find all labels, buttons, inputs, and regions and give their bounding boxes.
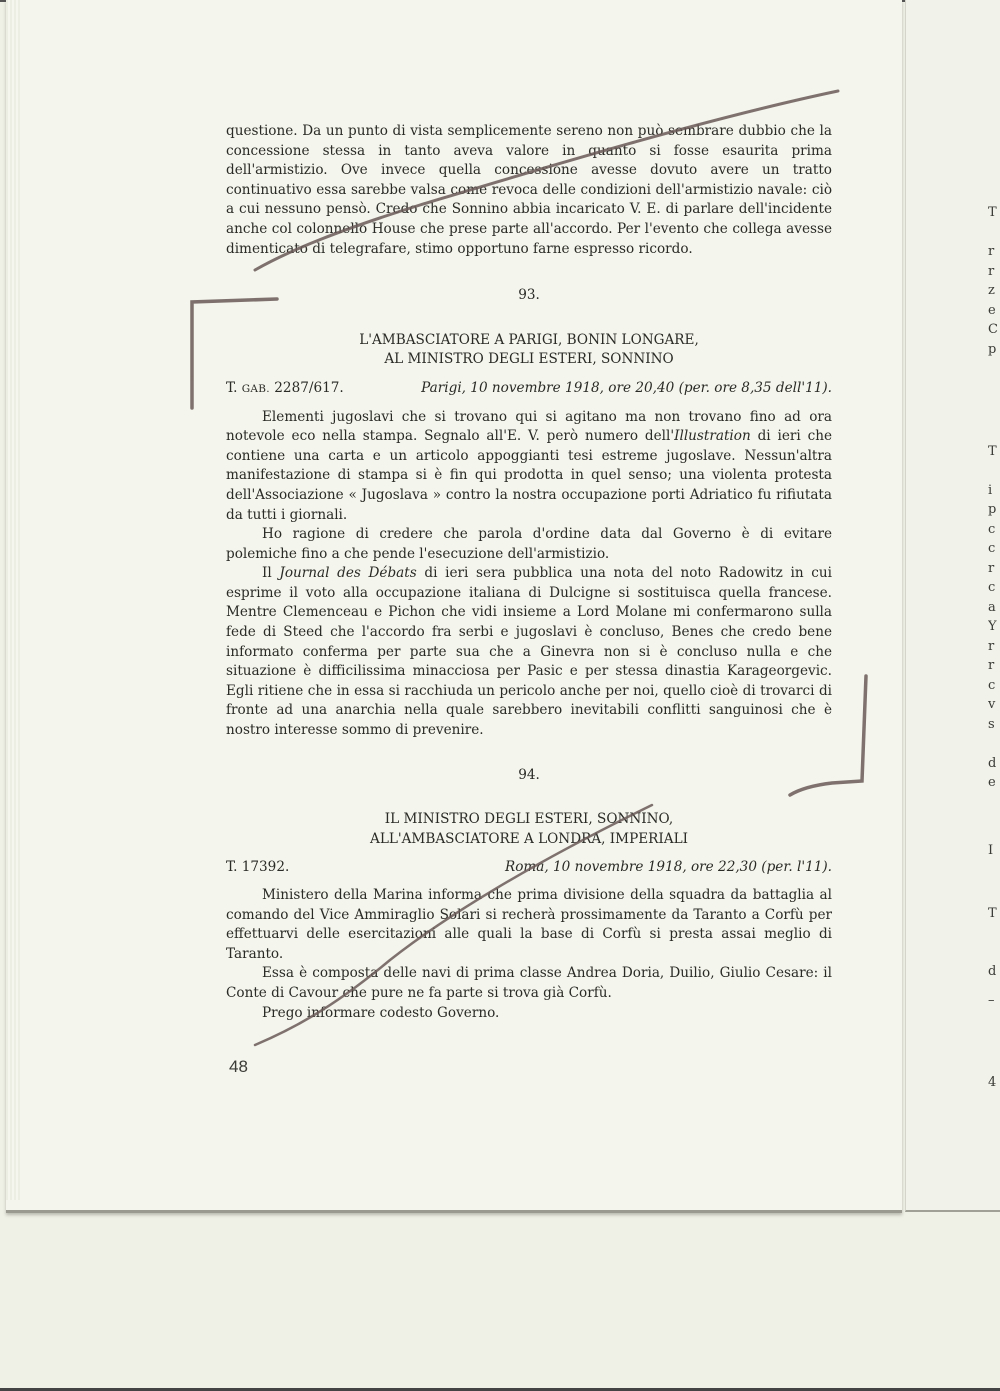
heading-sender: IL MINISTRO DEGLI ESTERI, SONNINO, xyxy=(384,811,674,828)
code-prefix: T. xyxy=(226,379,238,396)
edge-letter: a xyxy=(988,600,996,615)
edge-letter: c xyxy=(988,580,996,595)
strike-through-line-top xyxy=(255,91,838,270)
heading-recipient: ALL'AMBASCIATORE A LONDRA, IMPERIALI xyxy=(370,830,688,847)
code-prefix: T. xyxy=(226,859,238,876)
edge-letter: T xyxy=(988,205,997,220)
italic-title: Journal des Débats xyxy=(279,565,417,582)
edge-letter: v xyxy=(988,697,996,712)
bracket-end-mark xyxy=(790,676,866,795)
edge-letter: d xyxy=(988,756,997,771)
code-number: 2287/617. xyxy=(274,379,344,396)
edge-letter: c xyxy=(988,541,996,556)
edge-letter: T xyxy=(988,906,997,921)
bracket-start-mark xyxy=(192,299,277,408)
edge-letter: r xyxy=(988,244,995,259)
italic-title: Illustration xyxy=(674,428,751,445)
dateline: Roma, 10 novembre 1918, ore 22,30 (per. l'11). xyxy=(504,859,832,876)
edge-letter: r xyxy=(988,639,995,654)
edge-letter: s xyxy=(988,717,995,732)
code-number: 17392. xyxy=(241,859,290,876)
edge-letter: c xyxy=(988,522,996,537)
continuation-paragraph: questione. Da un punto di vista semplicemente sereno non può sembrare dubbio che la concessione stessa in tanto aveva valore in quanto si fosse esaurita prima dell'armistizio. Ove invece quella concessione avesse dovuto avere un tratto continuativo essa sarebbe valsa come revoca delle condizioni dell'armistizio navale: ciò a cui nessuno pensò. Credo che Sonnino abbia incaricato V. E. di parlare dell'incidente anche col colonnello House che prese parte all'accordo. Per l'evento che collega avesse dimenticato di telegrafare, stimo opportuno farne espresso ricordo. xyxy=(226,123,832,257)
heading-recipient: AL MINISTRO DEGLI ESTERI, SONNINO xyxy=(384,351,674,368)
dateline: Parigi, 10 novembre 1918, ore 20,40 (per. ore 8,35 dell'11). xyxy=(421,379,832,396)
edge-letter: r xyxy=(988,264,995,279)
edge-letter: r xyxy=(988,561,995,576)
edge-letter: e xyxy=(988,303,996,318)
edge-letter: d xyxy=(988,964,997,979)
paragraph: Ministero della Marina informa che prima divisione della squadra da battaglia al comando del Vice Ammiraglio Solari si recherà prossimamente da Taranto a Corfù per effettuarvi delle esercitazioni alle quali la base di Corfù si presta assai meglio di Taranto. xyxy=(226,887,832,962)
paragraph-text: di ieri che contiene una carta e un articolo appoggianti tesi estreme jugoslave. Nessun'altra manifestazione di stampa si è fin qui prodotta in quel senso; una violenta protesta dell'Associazione « Jugoslava » contro la nostra occupazione porti Adriatico fu rifiutata da tutti i giornali. xyxy=(226,428,832,523)
paragraph-text: Ho ragione di credere che parola d'ordine data dal Governo è di evitare polemiche fino a che pende l'esecuzione dell'armistizio. xyxy=(226,526,832,562)
paragraph-text: di ieri sera pubblica una nota del noto Radowitz in cui esprime il voto alla occupazione italiana di Dulcigne si sostituisca quella francese. Mentre Clemenceau e Pichon che vidi insieme a Lord Molane mi confermarono sulla fede di Steed che l'accordo fra serbi e jugoslavi è concluso, Benes che credo bene informato conferma per parte sua che a Ginevra non si è concluso nulla e che situazione è difficilissima minacciosa per Pasic e per stessa dinastia Karageorgevic. Egli ritiene che in essa si racchiuda un pericolo anche per noi, quello cioè di trovarci di fronte ad una anarchia nella quale sarebbero inevitabili conflitti sanguinosi che è nostro interesse sommo di prevenire. xyxy=(226,565,832,739)
document-number: 94. xyxy=(518,766,540,783)
paragraph-text: Il xyxy=(262,565,280,582)
strike-through-line-bottom xyxy=(255,805,652,1045)
edge-letter: p xyxy=(988,342,997,357)
paragraph: Essa è composta delle navi di prima classe Andrea Doria, Duilio, Giulio Cesare: il Conte di Cavour che pure ne fa parte si trova già Corfù. xyxy=(226,965,832,1001)
edge-letter: r xyxy=(988,658,995,673)
paragraph-text: Elementi jugoslavi che si trovano qui si agitano ma non trovano fino ad ora notevole eco nella stampa. Segnalo all'E. V. però numero dell' xyxy=(226,408,832,445)
edge-letter: – xyxy=(988,993,995,1008)
edge-letter: z xyxy=(988,283,995,298)
edge-letter: 4 xyxy=(988,1075,997,1090)
edge-letter: Y xyxy=(988,619,997,634)
edge-letter: I xyxy=(988,843,994,858)
page-number: 48 xyxy=(229,1057,248,1076)
edge-letter: p xyxy=(988,502,997,517)
edge-letter: i xyxy=(988,483,993,498)
edge-letter: T xyxy=(988,444,997,459)
edge-letter: C xyxy=(988,322,998,337)
code-smallcaps: GAB. xyxy=(241,382,270,395)
edge-letter: e xyxy=(988,775,996,790)
edge-letter: c xyxy=(988,678,996,693)
document-number: 93. xyxy=(518,287,540,304)
heading-sender: L'AMBASCIATORE A PARIGI, BONIN LONGARE, xyxy=(359,331,699,348)
paragraph: Prego informare codesto Governo. xyxy=(262,1004,500,1021)
